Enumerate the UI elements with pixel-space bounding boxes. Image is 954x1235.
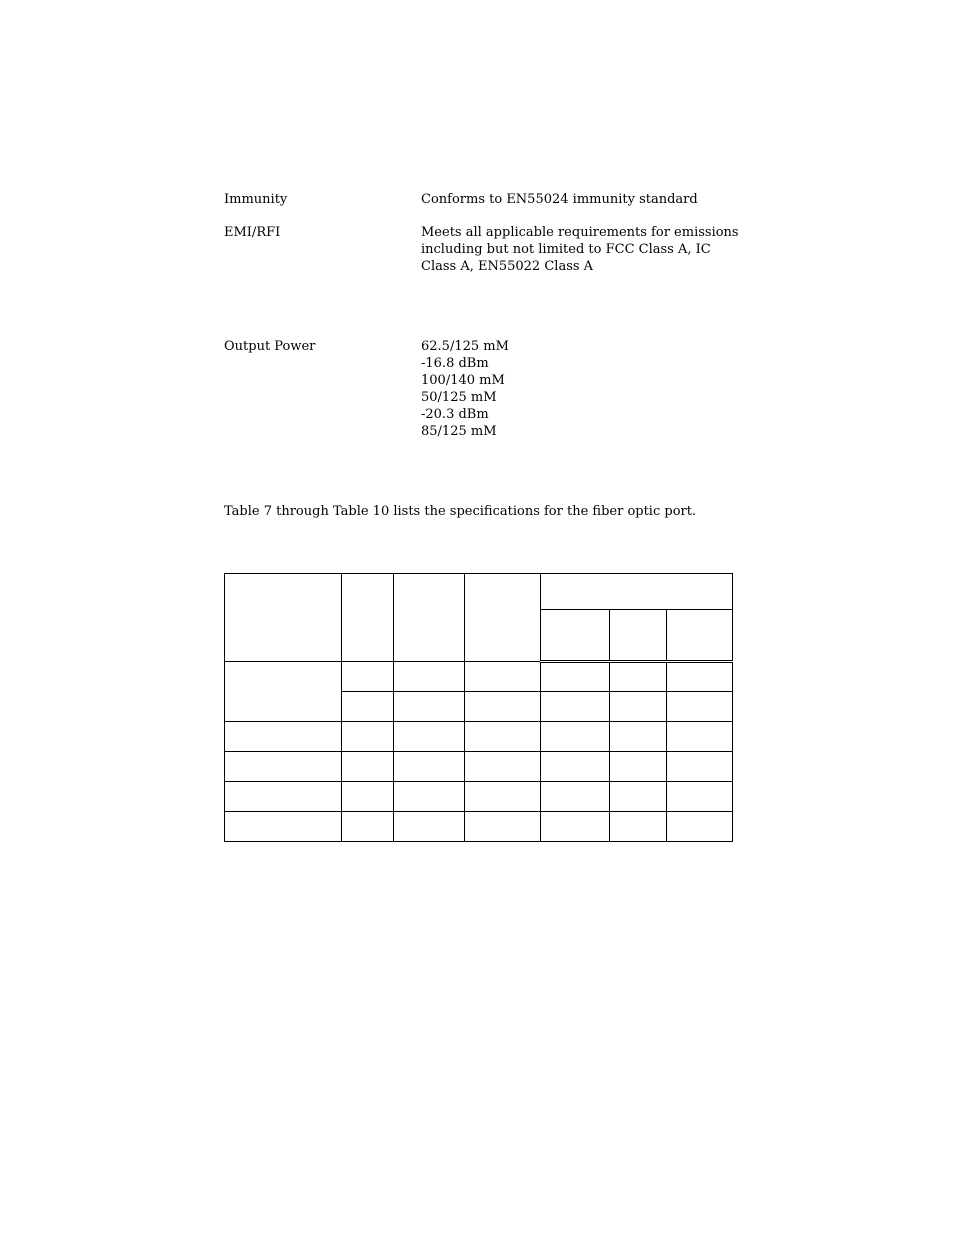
output-power-line: 85/125 mM bbox=[421, 424, 497, 439]
spec-label-immunity: Immunity bbox=[224, 192, 288, 207]
table-cell bbox=[541, 692, 610, 722]
table-cell bbox=[541, 752, 610, 782]
fiber-spec-table bbox=[224, 573, 733, 842]
spec-value-output-power bbox=[421, 338, 751, 440]
table-cell bbox=[225, 722, 342, 752]
output-power-line: 50/125 mM bbox=[421, 390, 497, 405]
table-cell bbox=[342, 722, 394, 752]
table-cell bbox=[667, 782, 733, 812]
table-cell bbox=[342, 752, 394, 782]
table-cell bbox=[465, 662, 541, 692]
table-cell bbox=[610, 752, 667, 782]
table-header-cell bbox=[225, 574, 342, 662]
table-cell bbox=[541, 662, 610, 692]
table-row bbox=[225, 812, 733, 842]
table-header-cell bbox=[465, 574, 541, 662]
spec-label-emi-rfi: EMI/RFI bbox=[224, 225, 281, 240]
emi-rfi-line: including but not limited to FCC Class A, IC bbox=[421, 242, 711, 257]
table-cell bbox=[610, 782, 667, 812]
table-cell bbox=[465, 692, 541, 722]
table-cell bbox=[465, 812, 541, 842]
table-header-cell bbox=[541, 610, 610, 662]
output-power-line: -16.8 dBm bbox=[421, 356, 489, 371]
table-cell bbox=[394, 812, 465, 842]
table-cell bbox=[394, 782, 465, 812]
table-cell bbox=[342, 662, 394, 692]
table-cell bbox=[394, 692, 465, 722]
emi-rfi-line: Class A, EN55022 Class A bbox=[421, 259, 594, 274]
emi-rfi-line: Meets all applicable requirements for emissions bbox=[421, 225, 739, 240]
table-header-row bbox=[225, 574, 733, 610]
table-cell bbox=[342, 782, 394, 812]
table-row bbox=[225, 782, 733, 812]
table-header-cell bbox=[610, 610, 667, 662]
table-cell bbox=[225, 782, 342, 812]
table-cell bbox=[667, 692, 733, 722]
table-cell bbox=[610, 692, 667, 722]
table-header-cell bbox=[667, 610, 733, 662]
table-cell bbox=[541, 722, 610, 752]
table-cell bbox=[667, 752, 733, 782]
table-cell bbox=[394, 722, 465, 752]
table-row bbox=[225, 752, 733, 782]
table-header-cell bbox=[541, 574, 733, 610]
spec-value-emi-rfi bbox=[421, 224, 751, 275]
table-cell bbox=[342, 692, 394, 722]
table-row bbox=[225, 722, 733, 752]
table-cell bbox=[342, 812, 394, 842]
table-cell bbox=[225, 752, 342, 782]
table-cell bbox=[394, 752, 465, 782]
table-cell bbox=[225, 812, 342, 842]
spec-value-immunity: Conforms to EN55024 immunity standard bbox=[421, 192, 698, 207]
intro-paragraph: Table 7 through Table 10 lists the specifications for the fiber optic port. bbox=[224, 504, 697, 519]
table-cell bbox=[667, 662, 733, 692]
table-row bbox=[225, 662, 733, 692]
spec-label-output-power: Output Power bbox=[224, 339, 316, 354]
output-power-line: 100/140 mM bbox=[421, 373, 505, 388]
table-cell bbox=[667, 812, 733, 842]
table-cell bbox=[225, 662, 342, 722]
table-cell bbox=[465, 782, 541, 812]
table-cell bbox=[394, 662, 465, 692]
output-power-line: 62.5/125 mM bbox=[421, 339, 509, 354]
table-cell bbox=[465, 722, 541, 752]
table-cell bbox=[610, 812, 667, 842]
output-power-line: -20.3 dBm bbox=[421, 407, 489, 422]
table-header-cell bbox=[394, 574, 465, 662]
table-header-cell bbox=[342, 574, 394, 662]
table-cell bbox=[541, 812, 610, 842]
table-cell bbox=[667, 722, 733, 752]
table-cell bbox=[465, 752, 541, 782]
table-cell bbox=[541, 782, 610, 812]
table-cell bbox=[610, 722, 667, 752]
table-cell bbox=[610, 662, 667, 692]
